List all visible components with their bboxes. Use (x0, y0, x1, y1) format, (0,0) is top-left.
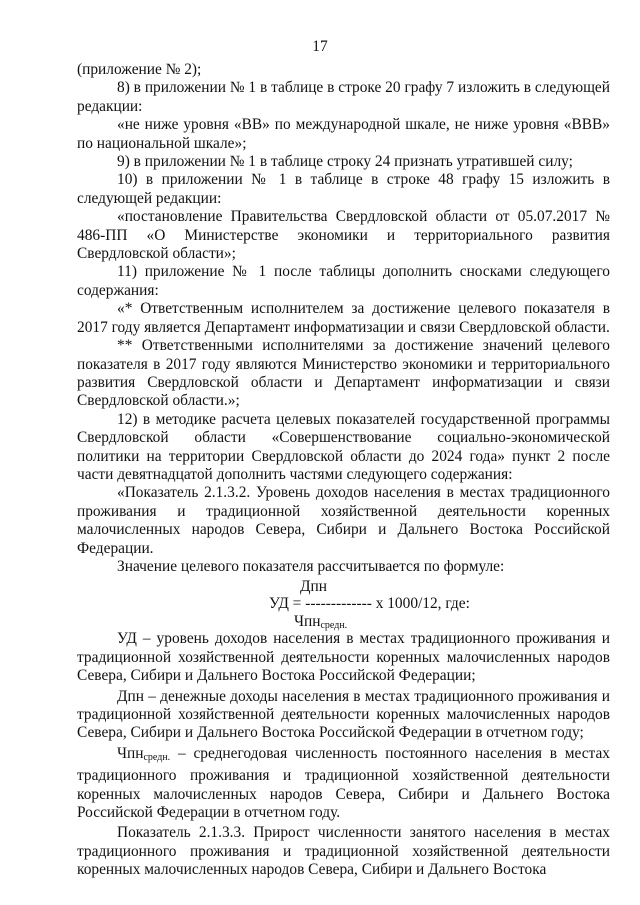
formula-expression: УД = ------------- х 1000/12, где: (269, 595, 470, 613)
paragraph-item-9: 9) в приложении № 1 в таблице строку 24 признать утратившей силу; (117, 153, 573, 171)
paragraph-item-10: 10) в приложении № 1 в таблице в строке 48 графу 15 изложить в следующей редакции: (77, 171, 610, 207)
definition-term: Чпн (117, 744, 144, 762)
definition-text: – среднегодовая численность постоянного населения в местах традиционного проживания и традиционной хозяйственной деятельности коренных малочисленных народов Севера, Сибири и Дальнего Востока Российской Федерации в отчетном году. (77, 744, 610, 822)
formula-numerator: Дпн (300, 578, 327, 596)
formula-denominator-term: Чпн (294, 613, 321, 631)
formula-denominator (294, 613, 347, 635)
definition-chpn (77, 745, 610, 823)
paragraph-indicator-2-1-3-3: Показатель 2.1.3.3. Прирост численности занятого населения в местах традиционного проживания и традиционной хозяйственной деятельности коренных малочисленных народов Севера, Сибири и Дальнего Востока (77, 824, 610, 879)
definition-ud (77, 630, 610, 685)
definition-text: Дпн – денежные доходы населения в местах традиционного проживания и традиционной хозяйственной деятельности коренных малочисленных народов Севера, Сибири и Дальнего Востока Российской Федерации в отчетном году; (77, 687, 610, 742)
page-number: 17 (312, 38, 328, 55)
paragraph-item-12: 12) в методике расчета целевых показателей государственной программы Свердловской области «Совершенствование социально-экономической политики на территории Свердловской области до 2024 года» пункт 2 после части девятнадцатой дополнить частями следующего содержания: (77, 410, 610, 483)
paragraph-formula-intro: Значение целевого показателя рассчитывается по формуле: (117, 557, 505, 575)
definition-dpn (77, 688, 610, 743)
footnote-single-star: «* Ответственным исполнителем за достижение целевого показателя в 2017 году является Департамент информатизации и связи Свердловской области. (77, 300, 610, 336)
definition-term-subscript: средн. (143, 751, 171, 763)
formula (77, 578, 610, 632)
definition-text: УД – уровень доходов населения в местах традиционного проживания и традиционной хозяйственной деятельности коренных малочисленных народов Севера, Сибири и Дальнего Востока Российской Федерации; (77, 630, 610, 685)
paragraph-item-8: 8) в приложении № 1 в таблице в строке 20 графу 7 изложить в следующей редакции: (77, 79, 610, 115)
paragraph-rating-quote: «не ниже уровня «ВВ» по международной шкале, не ниже уровня «ВВВ» по национальной шкале»; (77, 116, 610, 152)
formula-denominator-subscript: средн. (320, 620, 348, 632)
document-body (77, 61, 610, 880)
footnote-double-star: ** Ответственными исполнителями за достижение значений целевого показателя в 2017 году являются Министерство экономики и территориального развития Свердловской области и Департамент информатизации и связи Свердловской области.»; (77, 337, 610, 410)
paragraph-indicator-2-1-3-2: «Показатель 2.1.3.2. Уровень доходов населения в местах традиционного проживания и традиционной хозяйственной деятельности коренных малочисленных народов Севера, Сибири и Дальнего Востока Российской Федерации. (77, 484, 610, 557)
paragraph-resolution-quote: «постановление Правительства Свердловской области от 05.07.2017 № 486-ПП «О Министерстве экономики и территориального развития Свердловской области»; (77, 208, 610, 263)
paragraph-attachment-ref: (приложение № 2); (77, 61, 202, 78)
paragraph-item-11: 11) приложение № 1 после таблицы дополнить сносками следующего содержания: (77, 263, 610, 299)
